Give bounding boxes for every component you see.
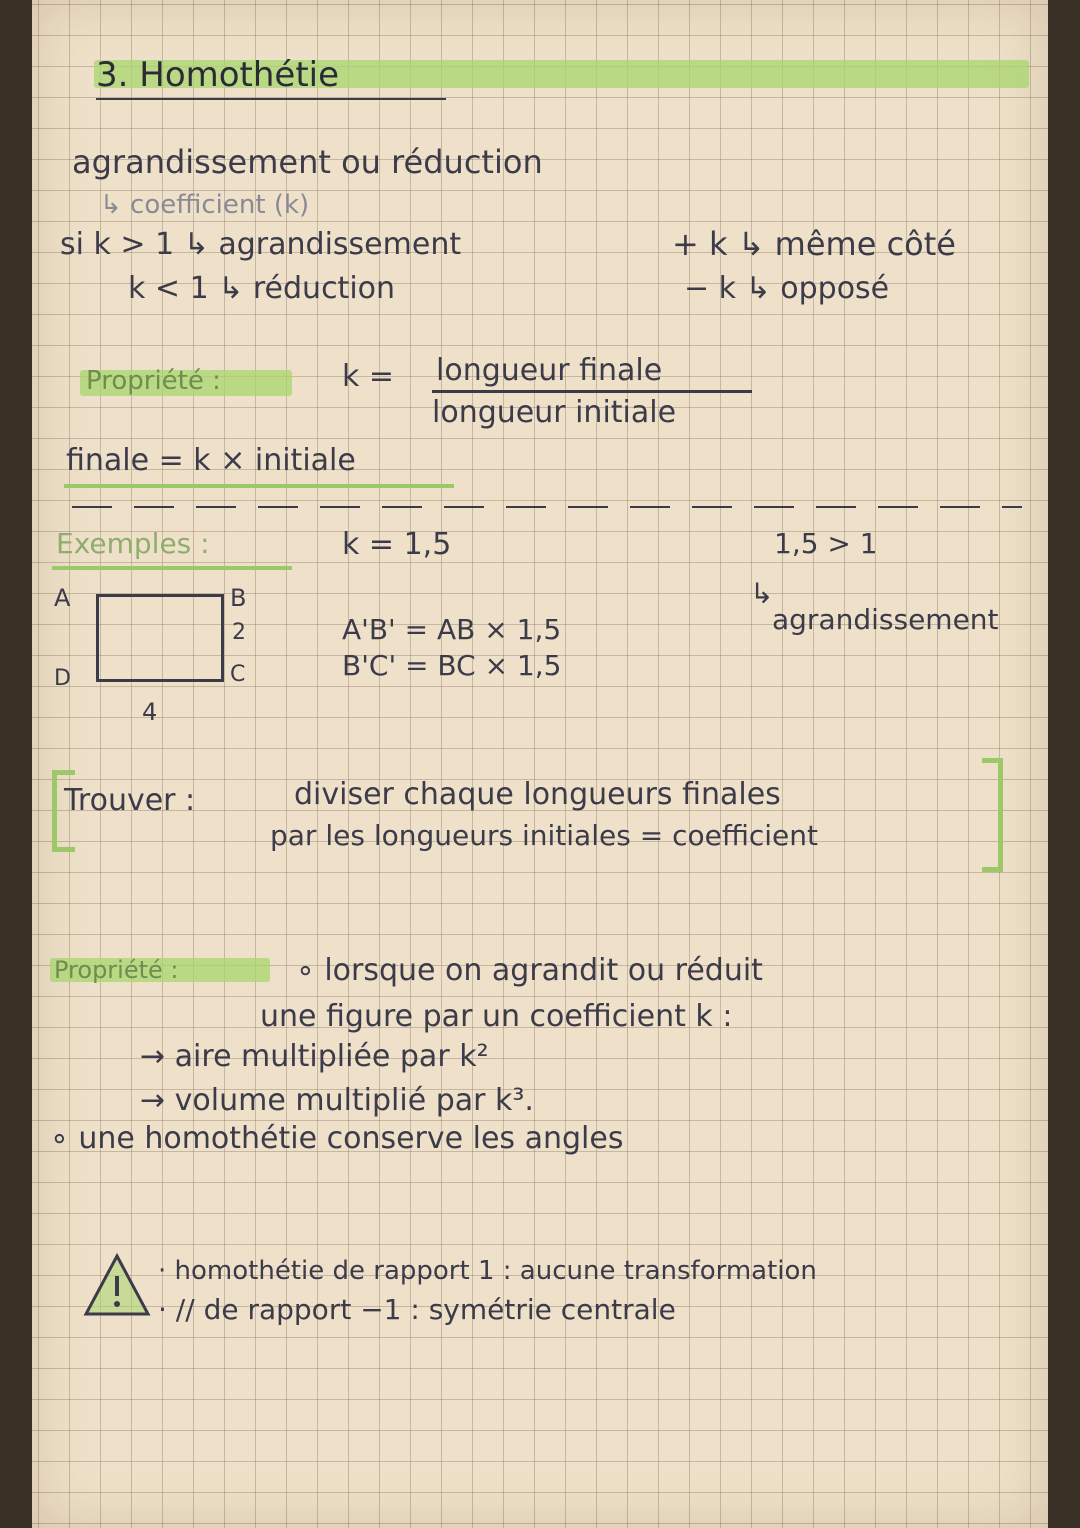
vertex-c: C bbox=[230, 662, 246, 687]
intro-line1: agrandissement ou réduction bbox=[72, 143, 543, 181]
warning-icon bbox=[82, 1252, 152, 1318]
intro-side2: − k ↳ opposé bbox=[684, 271, 890, 306]
exemples-label: Exemples : bbox=[56, 527, 210, 560]
trouver-line1: diviser chaque longueurs finales bbox=[294, 777, 781, 812]
propriete1-label: Propriété : bbox=[86, 366, 221, 396]
side-dc: 4 bbox=[142, 698, 158, 726]
exemples-arrow: ↳ bbox=[750, 577, 774, 610]
vertex-a: A bbox=[54, 584, 71, 612]
propriete1-denominator: longueur initiale bbox=[432, 395, 677, 430]
propriete2-aire: → aire multipliée par k² bbox=[140, 1039, 489, 1074]
page-heading: 3. Homothétie bbox=[96, 55, 340, 95]
propriete2-bullet1b: une figure par un coefficient k : bbox=[260, 999, 733, 1034]
propriete2-bullet2: ∘ une homothétie conserve les angles bbox=[50, 1121, 624, 1156]
example-eq1: A'B' = AB × 1,5 bbox=[342, 613, 562, 646]
attention-line1: · homothétie de rapport 1 : aucune transformation bbox=[158, 1256, 817, 1286]
rectangle-abcd bbox=[96, 594, 224, 682]
dashed-separator bbox=[72, 506, 1022, 508]
exemples-underline bbox=[52, 566, 292, 570]
side-bc: 2 bbox=[232, 620, 246, 645]
example-eq2: B'C' = BC × 1,5 bbox=[342, 649, 562, 682]
trouver-bracket-right bbox=[982, 758, 1003, 872]
vertex-d: D bbox=[54, 666, 71, 691]
vertex-b: B bbox=[230, 584, 247, 612]
propriete1-k-eq: k = bbox=[342, 359, 395, 394]
propriete2-bullet1a: ∘ lorsque on agrandit ou réduit bbox=[296, 953, 763, 988]
intro-side1: + k ↳ même côté bbox=[672, 225, 956, 263]
propriete1-numerator: longueur finale bbox=[436, 353, 663, 388]
intro-line3: si k > 1 ↳ agrandissement bbox=[60, 227, 462, 262]
propriete1-formula: finale = k × initiale bbox=[66, 443, 356, 478]
intro-line4: k < 1 ↳ réduction bbox=[128, 271, 396, 306]
trouver-label: Trouver : bbox=[64, 783, 196, 818]
exemples-result: agrandissement bbox=[772, 603, 999, 636]
fraction-bar bbox=[432, 390, 752, 393]
notebook-page bbox=[32, 0, 1048, 1528]
exemples-k-value: k = 1,5 bbox=[342, 527, 452, 562]
propriete2-volume: → volume multiplié par k³. bbox=[140, 1083, 534, 1118]
propriete2-label: Propriété : bbox=[54, 956, 179, 984]
intro-line2: ↳ coefficient (k) bbox=[100, 190, 310, 220]
trouver-line2: par les longueurs initiales = coefficient bbox=[270, 819, 819, 852]
formula-underline bbox=[64, 484, 454, 488]
heading-underline bbox=[96, 98, 446, 100]
attention-line2: · // de rapport −1 : symétrie centrale bbox=[158, 1293, 676, 1326]
exemples-comparison: 1,5 > 1 bbox=[774, 527, 878, 560]
